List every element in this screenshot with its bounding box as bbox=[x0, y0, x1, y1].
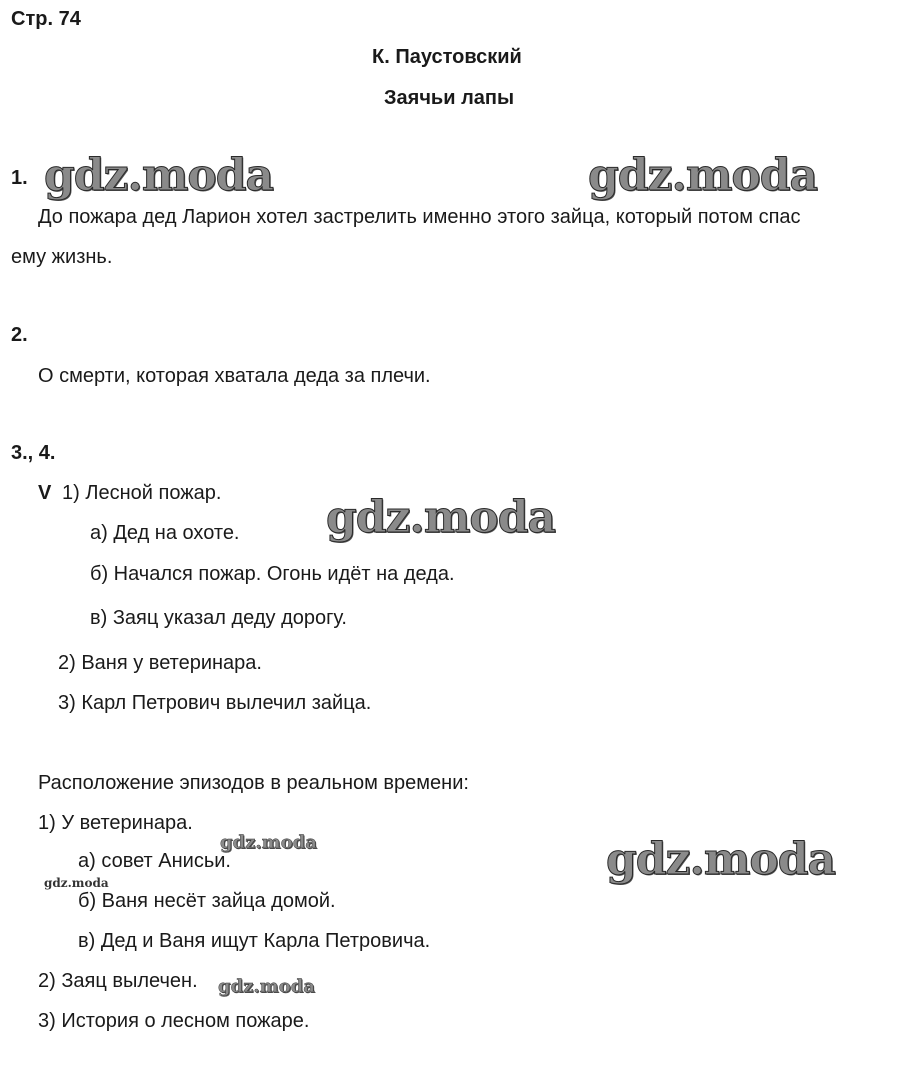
question-2-number: 2. bbox=[11, 324, 28, 346]
real-time-heading: Расположение эпизодов в реальном времени: bbox=[38, 772, 469, 794]
watermark-logo: gdz.moda bbox=[326, 492, 556, 543]
real-time-item-2: 2) Заяц вылечен. bbox=[38, 970, 198, 992]
story-title: Заячьи лапы bbox=[384, 87, 515, 109]
real-time-item-1a: а) совет Анисьи. bbox=[78, 850, 231, 872]
plan-item-3: 3) Карл Петрович вылечил зайца. bbox=[58, 692, 372, 714]
real-time-item-1: 1) У ветеринара. bbox=[38, 812, 193, 834]
watermark-logo: gdz.moda bbox=[588, 150, 818, 201]
watermark-logo: gdz.moda bbox=[44, 150, 274, 201]
real-time-item-1b: б) Ваня несёт зайца домой. bbox=[78, 890, 336, 912]
question-1-answer-line-1: До пожара дед Ларион хотел застрелить именно этого зайца, который потом спас bbox=[38, 206, 801, 228]
plan-item-1a: а) Дед на охоте. bbox=[90, 522, 240, 544]
question-1-number: 1. bbox=[11, 167, 28, 189]
watermark-logo: gdz.moda bbox=[44, 876, 109, 890]
question-1-answer-line-2: ему жизнь. bbox=[11, 246, 113, 268]
question-3-4-number: 3., 4. bbox=[11, 442, 56, 464]
question-2-answer: О смерти, которая хватала деда за плечи. bbox=[38, 365, 431, 387]
plan-item-1b: б) Начался пожар. Огонь идёт на деда. bbox=[90, 563, 455, 585]
plan-item-1c: в) Заяц указал деду дорогу. bbox=[90, 607, 347, 629]
page-number: Стр. 74 bbox=[11, 8, 81, 30]
watermark-logo: gdz.moda bbox=[218, 976, 315, 997]
author-name: К. Паустовский bbox=[372, 46, 522, 68]
real-time-item-3: 3) История о лесном пожаре. bbox=[38, 1010, 310, 1032]
plan-item-2: 2) Ваня у ветеринара. bbox=[58, 652, 262, 674]
check-mark: V bbox=[38, 482, 52, 504]
watermark-logo: gdz.moda bbox=[220, 832, 317, 853]
watermark-logo: gdz.moda bbox=[606, 834, 836, 885]
plan-item-1: 1) Лесной пожар. bbox=[62, 482, 222, 504]
real-time-item-1c: в) Дед и Ваня ищут Карла Петровича. bbox=[78, 930, 431, 952]
